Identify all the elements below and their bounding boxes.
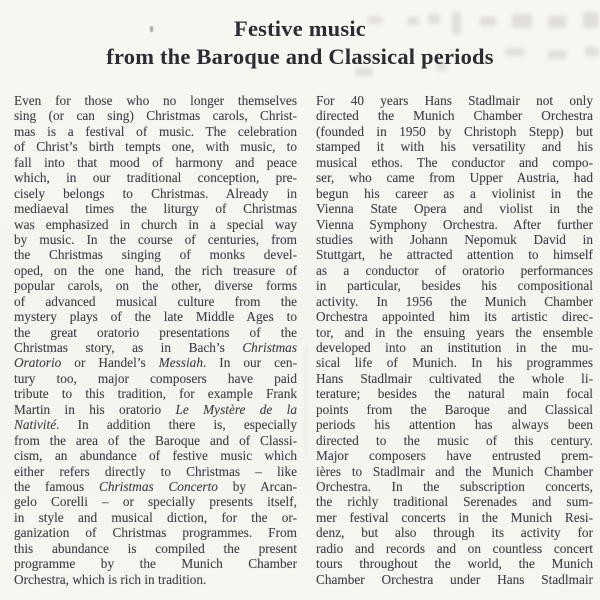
text-line: denz, but also through its activity for (316, 525, 593, 541)
text-line: Nativité. In addition there is, especially (14, 417, 297, 433)
right-text-column (316, 93, 593, 587)
page-title (0, 15, 600, 71)
text-line: developed into an institution in the mu- (316, 340, 593, 355)
text-line: Stuttgart, he attracted attention to himself (316, 247, 593, 263)
text-line: gelo Corelli – or specially presents itself, (14, 494, 297, 510)
text-line: mas is a festival of music. The celebration (14, 123, 297, 139)
text-line: Chamber Orchestra under Hans Stadlmair (316, 571, 593, 587)
text-line: Orchestra, which is rich in tradition. (14, 571, 207, 587)
text-line: mer festival concerts in the Munich Resi- (316, 509, 593, 525)
text-line: tribute to this tradition, for example Frank (14, 386, 297, 402)
text-line: was emphasized in church in a special way (14, 216, 297, 232)
text-line: the famous Christmas Concerto by Arcan- (14, 478, 297, 494)
text-line: directed the Munich Chamber Orchestra (316, 108, 593, 124)
text-line: terature; besides the natural main focal (316, 386, 593, 402)
text-line: mediaeval times the liturgy of Christmas (14, 201, 297, 217)
text-line: by music. In the course of centuries, from (14, 231, 297, 247)
left-text-column (14, 93, 297, 587)
scan-artifact (305, 345, 307, 455)
text-line: Hans Stadlmair cultivated the whole li- (316, 370, 593, 386)
text-line: ières to Stadlmair and the Munich Chamber (316, 463, 593, 479)
text-line: in style and musical diction, for the or- (14, 509, 297, 525)
text-line: either refers directly to Christmas – like (14, 463, 297, 479)
text-line: of advanced musical culture from the (14, 293, 297, 309)
text-line: the Christmas singing of monks devel- (14, 247, 297, 263)
text-line: stamped it with his versatility and his (316, 139, 593, 155)
text-line: cism, an abundance of festive music which (14, 448, 297, 464)
text-line: ser, who came from Upper Austria, had (316, 170, 593, 186)
text-line: cisely belongs to Christmas. Already in (14, 185, 297, 201)
text-line: fall into that mood of harmony and peace (14, 154, 297, 170)
text-line: Christmas story, as in Bach’s Christmas (14, 340, 297, 355)
text-line: popular carols, on the other, diverse forms (14, 278, 297, 294)
title-line-1: Festive music (234, 16, 366, 41)
text-line: Martin in his oratorio Le Mystère de la (14, 401, 297, 417)
text-line: musical ethos. The conductor and compo- (316, 154, 593, 170)
text-line: radio and records and on countless concert (316, 540, 593, 556)
text-line: tury too, major composers have paid (14, 370, 297, 386)
text-line: Orchestra. In the subscription concerts, (316, 478, 593, 494)
text-line: directed to the music of this century. (316, 432, 593, 448)
text-line: tor, and in the ensuing years the ensemble (316, 324, 593, 340)
text-line: For 40 years Hans Stadlmair not only (316, 93, 593, 108)
text-line: Orchestra appointed him its artistic direc- (316, 309, 593, 325)
text-line: oped, on the one hand, the rich treasure of (14, 262, 297, 278)
text-line: as a conductor of oratorio performances (316, 262, 593, 278)
text-line: points from the Baroque and Classical (316, 401, 593, 417)
text-line: Vienna State Opera and violist in the (316, 201, 593, 217)
text-line: this abundance is compiled the present (14, 540, 297, 556)
text-line: which, in our traditional conception, pre- (14, 170, 297, 186)
text-line: from the area of the Baroque and of Classi- (14, 432, 297, 448)
text-line: tours throughout the world, the Munich (316, 556, 593, 572)
title-line-2: from the Baroque and Classical periods (106, 44, 494, 69)
text-line: of Christ’s birth tempts one, with music, to (14, 139, 297, 155)
text-line: periods his attention has always been (316, 417, 593, 433)
text-line: Vienna Symphony Orchestra. After further (316, 216, 593, 232)
text-line: sical life of Munich. In his programmes (316, 355, 593, 371)
text-line: in particular, besides his compositional (316, 278, 593, 294)
text-line: Even for those who no longer themselves (14, 93, 297, 108)
text-line: mystery plays of the late Middle Ages to (14, 309, 297, 325)
text-line: (founded in 1950 by Christoph Stepp) but (316, 123, 593, 139)
text-line: ganization of Christmas programmes. From (14, 525, 297, 541)
text-line: begun his career as a violinist in the (316, 185, 593, 201)
text-line: studies with Johann Nepomuk David in (316, 231, 593, 247)
text-line: activity. In 1956 the Munich Chamber (316, 293, 593, 309)
text-line: programme by the Munich Chamber (14, 556, 297, 572)
text-line: sing (or can sing) Christmas carols, Christ- (14, 108, 297, 124)
text-line: the great oratorio presentations of the (14, 324, 297, 340)
text-line: Oratorio or Handel’s Messiah. In our cen- (14, 355, 297, 371)
text-line: the richly traditional Serenades and sum- (316, 494, 593, 510)
text-line: Major composers have entrusted prem- (316, 448, 593, 464)
